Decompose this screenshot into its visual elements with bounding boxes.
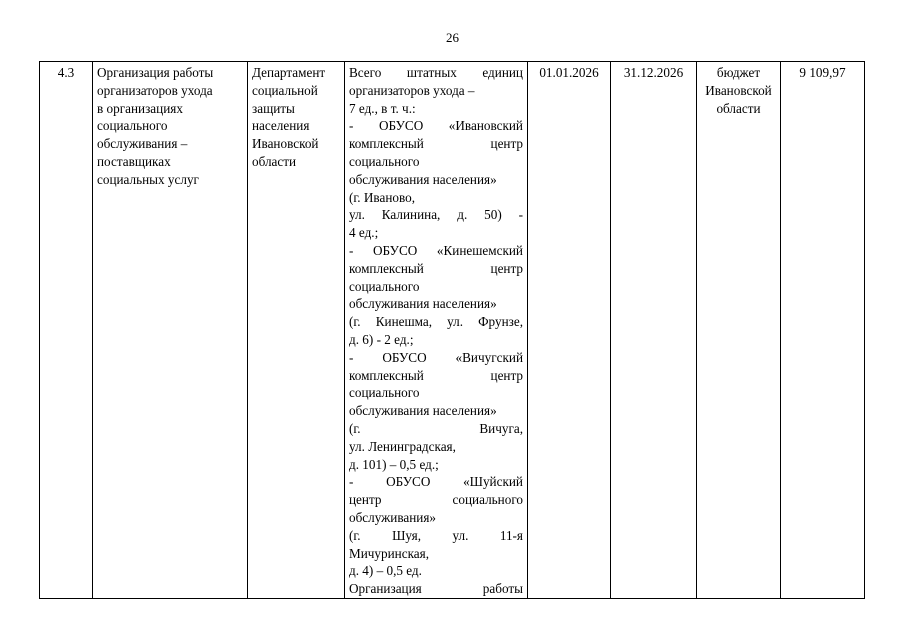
activity-lines <box>97 64 243 189</box>
cell-line: поставщиках <box>97 153 171 169</box>
cell-line: - ОБУСО «Вичугский <box>349 349 523 365</box>
executor-cell <box>248 62 345 599</box>
cell-line: комплексный центр <box>349 367 523 383</box>
cell-line: д. 4) – 0,5 ед. <box>349 563 422 579</box>
page-number: 26 <box>446 30 459 45</box>
cell-line: д. 101) – 0,5 ед.; <box>349 456 439 472</box>
start-date-cell: 01.01.2026 <box>528 62 611 599</box>
cell-line: области <box>716 100 761 116</box>
cell-line: обслуживания населения» <box>349 171 497 187</box>
item-number-cell: 4.3 <box>40 62 93 599</box>
cell-line: Ивановской <box>252 136 319 152</box>
cell-line: ул. Ленинградская, <box>349 438 456 454</box>
cell-line: обслуживания населения» <box>349 403 497 419</box>
cell-line: социальной <box>252 82 318 98</box>
description-cell <box>345 62 528 599</box>
cell-line: населения <box>252 118 310 134</box>
cell-line: обслуживания населения» <box>349 296 497 312</box>
cell-line: - ОБУСО «Ивановский <box>349 118 523 134</box>
amount-cell: 9 109,97 <box>781 62 865 599</box>
cell-line: социального <box>349 385 420 401</box>
cell-line: - ОБУСО «Шуйский <box>349 474 523 490</box>
cell-line: (г. Кинешма, ул. Фрунзе, <box>349 314 523 330</box>
cell-line: д. 6) - 2 ед.; <box>349 331 414 347</box>
cell-line: социальных услуг <box>97 171 199 187</box>
cell-line: 7 ед., в т. ч.: <box>349 100 416 116</box>
cell-line: обслуживания» <box>349 509 437 525</box>
cell-line: защиты <box>252 100 295 116</box>
cell-line: социального <box>349 278 420 294</box>
cell-line: Департамент <box>252 65 326 80</box>
funding-source-cell <box>697 62 781 599</box>
cell-line: социального <box>349 153 420 169</box>
cell-line: Организация работы <box>97 65 214 80</box>
cell-line: ул. Калинина, д. 50) - <box>349 207 523 223</box>
cell-line: (г. Иваново, <box>349 189 416 205</box>
end-date-cell: 31.12.2026 <box>611 62 697 599</box>
cell-line: организаторов ухода <box>97 82 213 98</box>
cell-line: Мичуринская, <box>349 545 429 561</box>
cell-line: комплексный центр <box>349 136 523 152</box>
cell-line: социального <box>97 118 168 134</box>
funding-source-lines <box>701 64 776 117</box>
cell-line: Всего штатных единиц <box>349 65 523 80</box>
cell-line: Организация работы <box>349 581 523 597</box>
cell-line: области <box>252 153 297 169</box>
cell-line: центр социального <box>349 492 523 508</box>
cell-line: (г. Шуя, ул. 11-я <box>349 527 523 543</box>
measures-table <box>39 61 865 599</box>
cell-line: Ивановской <box>705 82 772 98</box>
cell-line: обслуживания – <box>97 136 188 152</box>
cell-line: бюджет <box>716 65 761 80</box>
cell-line: в организациях <box>97 100 183 116</box>
cell-line: организаторов ухода – <box>349 82 475 98</box>
executor-lines <box>252 64 340 171</box>
table-row <box>40 62 865 599</box>
description-lines <box>349 64 523 598</box>
activity-cell <box>93 62 248 599</box>
cell-line: комплексный центр <box>349 260 523 276</box>
cell-line: (г. Вичуга, <box>349 420 523 436</box>
cell-line: - ОБУСО «Кинешемский <box>349 242 523 258</box>
cell-line: 4 ед.; <box>349 225 379 241</box>
